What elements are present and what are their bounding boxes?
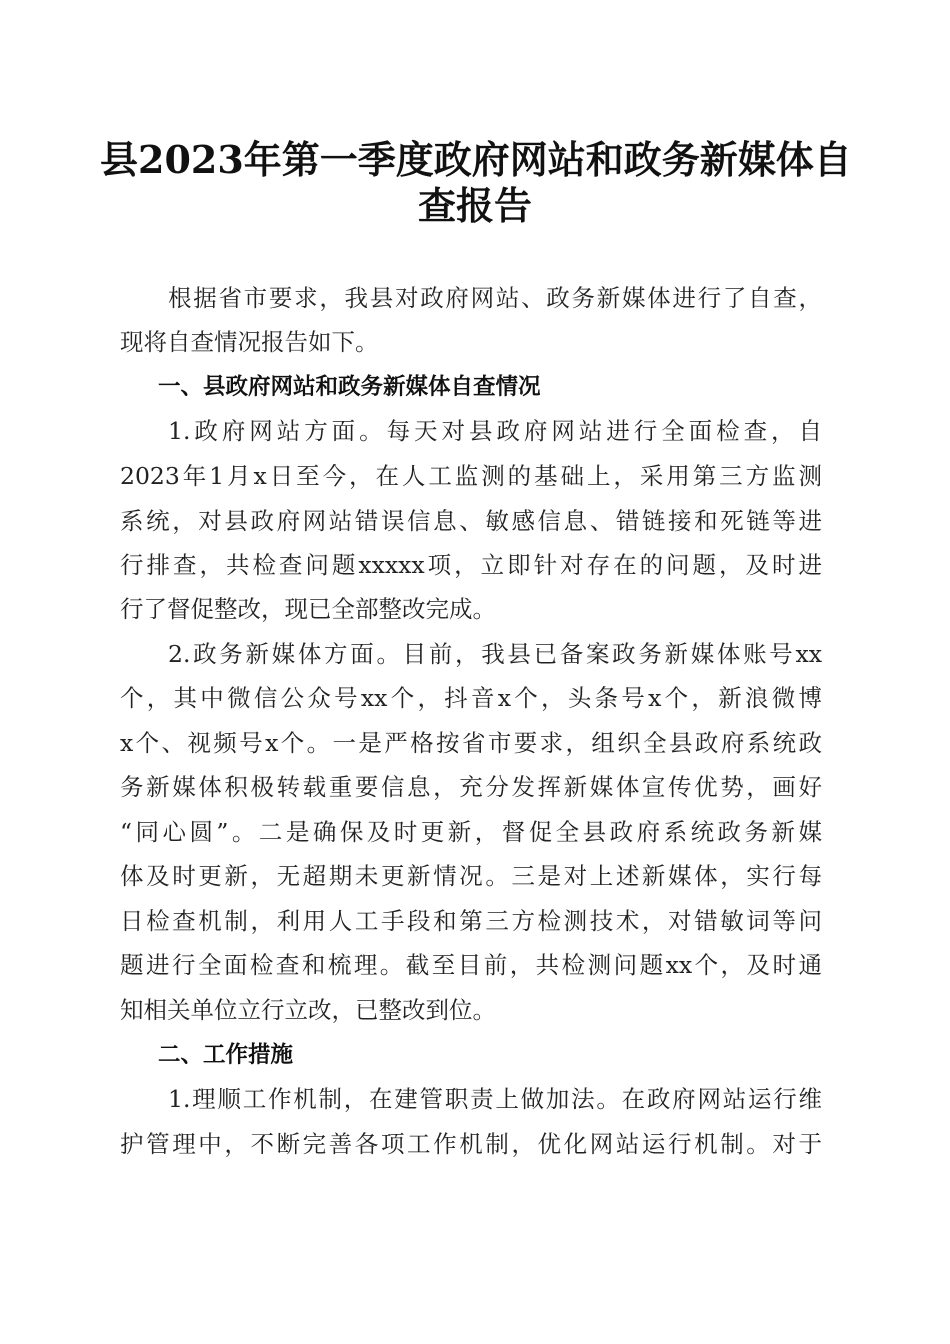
section-heading-1: 一、县政府网站和政务新媒体自查情况	[158, 374, 541, 400]
paragraph-line: 1.理顺工作机制，在建管职责上做加法。在政府网站运行维	[168, 1085, 822, 1113]
section-heading-2: 二、工作措施	[158, 1042, 294, 1068]
paragraph-line: 1.政府网站方面。每天对县政府网站进行全面检查，自	[168, 417, 822, 445]
paragraph-line: 系统，对县政府网站错误信息、敏感信息、错链接和死链等进	[120, 507, 822, 535]
paragraph-line: 个，其中微信公众号xx个，抖音x个，头条号x个，新浪微博	[120, 684, 822, 712]
paragraph-line: 行排查，共检查问题xxxxx项，立即针对存在的问题，及时进	[120, 551, 822, 579]
paragraph-line: x个、视频号x个。一是严格按省市要求，组织全县政府系统政	[120, 729, 822, 757]
paragraph-line: 务新媒体积极转载重要信息，充分发挥新媒体宣传优势，画好	[120, 773, 822, 801]
paragraph-line: 根据省市要求，我县对政府网站、政务新媒体进行了自查，	[168, 284, 822, 312]
paragraph-line: 体及时更新，无超期未更新情况。三是对上述新媒体，实行每	[120, 862, 822, 890]
paragraph-line: 现将自查情况报告如下。	[120, 328, 379, 356]
paragraph-line: 护管理中，不断完善各项工作机制，优化网站运行机制。对于	[120, 1130, 822, 1158]
paragraph-line: 行了督促整改，现已全部整改完成。	[120, 595, 496, 623]
document-title-line-2: 查报告	[417, 183, 532, 228]
document-title-line-1: 县2023年第一季度政府网站和政务新媒体自	[100, 137, 852, 182]
paragraph-line: “同心圆”。二是确保及时更新，督促全县政府系统政务新媒	[120, 818, 822, 846]
paragraph-line: 2.政务新媒体方面。目前，我县已备案政务新媒体账号xx	[168, 640, 822, 668]
paragraph-line: 日检查机制，利用人工手段和第三方检测技术，对错敏词等问	[120, 907, 822, 935]
paragraph-line: 2023年1月x日至今，在人工监测的基础上，采用第三方监测	[120, 462, 822, 490]
paragraph-line: 题进行全面检查和梳理。截至目前，共检测问题xx个，及时通	[120, 951, 822, 979]
paragraph-line: 知相关单位立行立改，已整改到位。	[120, 996, 496, 1024]
